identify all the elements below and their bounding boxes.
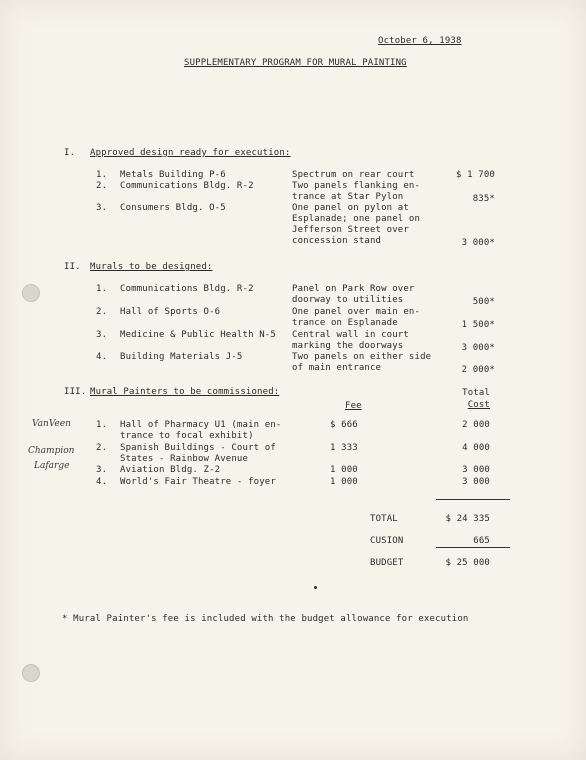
section2-item-number: 2. [96,307,108,317]
section2-item-building: Hall of Sports O-6 [120,307,221,317]
budget-label: BUDGET [370,558,404,568]
section1-item-number: 2. [96,181,108,191]
section2-item-amount: 2 000* [461,365,495,375]
punch-hole-bottom [22,664,40,682]
section2-item-description: Two panels on either side [292,352,432,362]
section3-item-number: 2. [96,443,108,453]
section1-item-description: trance at Star Pylon [292,192,404,202]
budget-value: $ 25 000 [445,558,490,568]
section3-item-building: Hall of Pharmacy U1 (main en- [120,420,282,430]
section3-item-total-cost: 3 000 [462,477,490,487]
section3-item-number: 3. [96,465,108,475]
section1-item-description: Jefferson Street over [292,225,409,235]
section1-item-amount: 835* [472,194,495,204]
total-cost-header-line-2: Cost [467,400,490,410]
section3-item-building: Aviation Bldg. Z-2 [120,465,221,475]
section2-item-building: Medicine & Public Health N-5 [120,330,276,340]
section3-item-building: trance to focal exhibit) [120,431,254,441]
section2-item-number: 1. [96,284,108,294]
fee-column-header: Fee [345,401,362,411]
section1-item-description: Two panels flanking en- [292,181,421,191]
section2-item-description: doorway to utilities [292,295,404,305]
section3-item-fee: 1 000 [330,477,358,487]
cushion-rule [436,547,510,548]
ink-dot [314,586,317,589]
cushion-value: 665 [473,536,490,546]
handwritten-note-vanveen: VanVeen [32,419,71,429]
section2-item-description: of main entrance [292,363,382,373]
section2-item-description: Central wall in court [292,330,409,340]
section1-item-amount: $ 1 700 [456,170,495,180]
section2-item-number: 4. [96,352,108,362]
handwritten-note-champion: Champion [28,446,75,456]
total-label: TOTAL [370,514,398,524]
section2-item-building: Building Materials J-5 [120,352,243,362]
section-3-heading: Mural Painters to be commissioned: [90,387,280,397]
total-value: $ 24 335 [445,514,490,524]
section-2-number: II. [64,262,81,272]
section3-item-building: World's Fair Theatre - foyer [120,477,276,487]
footnote: * Mural Painter's fee is included with the budget allowance for execution [62,614,469,624]
section2-item-number: 3. [96,330,108,340]
section2-item-description: marking the doorways [292,341,404,351]
section2-item-building: Communications Bldg. R-2 [120,284,254,294]
section3-item-total-cost: 4 000 [462,443,490,453]
section1-item-description: One panel on pylon at [292,203,409,213]
section3-item-fee: 1 000 [330,465,358,475]
section3-item-total-cost: 2 000 [462,420,490,430]
handwritten-note-lafarge: Lafarge [34,461,70,471]
section2-item-amount: 3 000* [461,343,495,353]
section3-item-number: 4. [96,477,108,487]
section3-item-number: 1. [96,420,108,430]
section-1-number: I. [64,148,76,158]
cushion-label: CUSION [370,536,404,546]
section-1-heading: Approved design ready for execution: [90,148,291,158]
section3-item-total-cost: 3 000 [462,465,490,475]
section3-item-building: Spanish Buildings - Court of [120,443,276,453]
total-cost-header-line-1: Total [462,388,490,398]
punch-hole-top [22,284,40,302]
section1-item-description: Spectrum on rear court [292,170,415,180]
section1-item-number: 3. [96,203,108,213]
section2-item-amount: 500* [472,297,495,307]
section1-item-description: Esplanade; one panel on [292,214,421,224]
section1-item-building: Communications Bldg. R-2 [120,181,254,191]
section3-item-building: States - Rainbow Avenue [120,454,249,464]
section-3-number: III. [64,387,87,397]
section2-item-amount: 1 500* [461,320,495,330]
section1-item-description: concession stand [292,236,382,246]
section3-item-fee: 1 333 [330,443,358,453]
section3-item-fee: $ 666 [330,420,358,430]
document-title: SUPPLEMENTARY PROGRAM FOR MURAL PAINTING [184,58,407,68]
section1-item-number: 1. [96,170,108,180]
section2-item-description: One panel over main en- [292,307,421,317]
section1-item-amount: 3 000* [461,238,495,248]
section1-item-building: Metals Building P-6 [120,170,226,180]
section-2-heading: Murals to be designed: [90,262,213,272]
total-rule [436,499,510,500]
section1-item-building: Consumers Bldg. O-5 [120,203,226,213]
document-date: October 6, 1938 [378,36,462,46]
section2-item-description: trance on Esplanade [292,318,398,328]
section2-item-description: Panel on Park Row over [292,284,415,294]
